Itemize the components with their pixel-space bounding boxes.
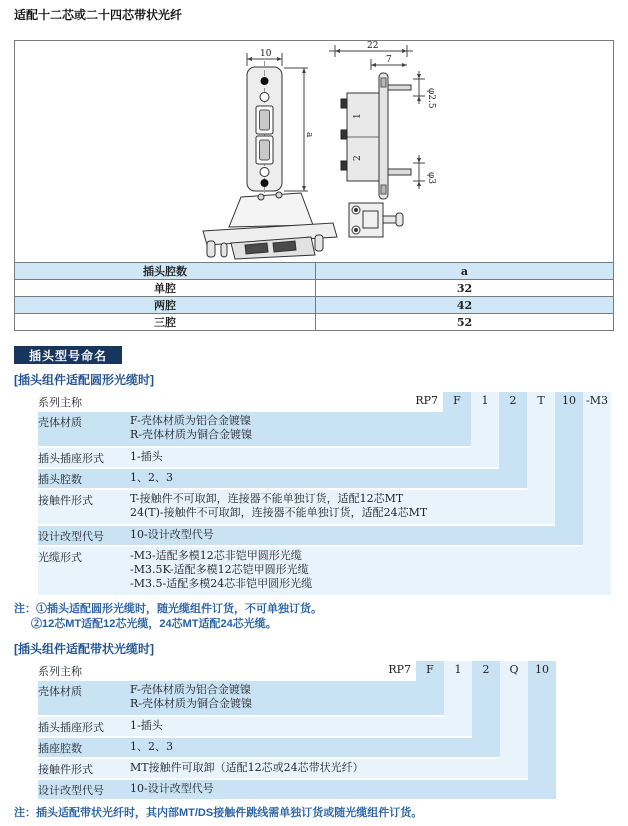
dim-pin-bottom-label: φ3 (426, 172, 436, 185)
row-desc (130, 719, 163, 733)
row-label: 设计改型代号 (38, 530, 104, 543)
naming-table-round (38, 392, 611, 595)
connector-drawings (15, 41, 613, 262)
desc-line: 1-插头 (130, 450, 163, 463)
note-round-2: ②12芯MT适配12芯光缆，24芯MT适配24芯光缆。 (31, 618, 277, 630)
cell-value: 52 (316, 314, 614, 331)
code-series: RP7 (388, 663, 411, 676)
subtitle-round-cable: [插头组件适配圆形光缆时] (14, 373, 154, 387)
desc-line: R-壳体材质为铜合金镀镍 (130, 697, 252, 710)
subtitle-ribbon-cable: [插头组件适配带状光缆时] (14, 642, 154, 656)
code-form: 1 (481, 394, 489, 407)
row-label: 插座腔数 (38, 742, 82, 755)
desc-line: F-壳体材质为铝合金镀镍 (130, 683, 251, 696)
desc-line: -M3-适配多模12芯非铠甲圆形光缆 (130, 549, 302, 562)
section-header-label: 插头型号命名 (28, 348, 107, 363)
desc-line: 10-设计改型代号 (130, 782, 214, 795)
section-header-bar (14, 346, 122, 364)
dim-front-width-label: 10 (260, 49, 272, 59)
row-desc (130, 528, 214, 542)
desc-line: 10-设计改型代号 (130, 528, 214, 541)
naming-row (38, 717, 556, 736)
code-series: RP7 (415, 394, 438, 407)
desc-line: R-壳体材质为铜合金镀镍 (130, 428, 252, 441)
naming-row (38, 526, 611, 545)
row-label: 光缆形式 (38, 551, 82, 564)
naming-table-ribbon (38, 661, 556, 799)
desc-line: 1-插头 (130, 719, 163, 732)
cell-label: 单腔 (15, 280, 316, 297)
row-label: 设计改型代号 (38, 784, 104, 797)
desc-line: -M3.5-适配多模24芯非铠甲圆形光缆 (130, 577, 313, 590)
table-row (15, 314, 614, 331)
row-label: 系列主称 (38, 396, 82, 409)
note-round-1: 注：①插头适配圆形光缆时，随光缆组件订货，不可单独订货。 (14, 603, 322, 615)
table-row (15, 280, 614, 297)
row-desc (130, 471, 173, 485)
cavity-dimension-table (14, 262, 614, 331)
dim-side-inner-label: 7 (386, 55, 392, 65)
naming-rows (38, 661, 556, 801)
naming-row (38, 547, 611, 595)
end-view (349, 203, 403, 237)
side-view (329, 45, 425, 199)
code-contact: Q (509, 663, 519, 676)
cavity-1-label: 1 (353, 113, 363, 119)
row-label: 插头腔数 (38, 473, 82, 486)
desc-line: T-接触件不可取卸，连接器不能单独订货，适配12芯MT (130, 492, 404, 505)
naming-row (38, 681, 556, 715)
code-revision: 10 (535, 663, 549, 676)
naming-row (38, 448, 611, 467)
naming-row (38, 412, 611, 446)
model-code-row (38, 392, 611, 410)
row-desc (130, 450, 163, 464)
row-label: 壳体材质 (38, 416, 82, 429)
model-code-row (38, 661, 556, 679)
naming-row (38, 738, 556, 757)
row-label: 接触件形式 (38, 763, 93, 776)
row-desc (130, 549, 312, 591)
code-cable: -M3 (586, 394, 608, 407)
cell-label: 三腔 (15, 314, 316, 331)
code-shell: F (453, 394, 461, 407)
naming-row (38, 759, 556, 778)
dim-side-width-label: 22 (367, 41, 379, 51)
row-desc (130, 683, 252, 711)
desc-line: MT接触件可取卸（适配12芯或24芯带状光纤） (130, 761, 364, 774)
desc-line: 1、2、3 (130, 471, 173, 484)
code-cavities: 2 (482, 663, 490, 676)
isometric-view (203, 192, 337, 259)
desc-line: F-壳体材质为铝合金镀镍 (130, 414, 251, 427)
code-revision: 10 (562, 394, 576, 407)
naming-row (38, 780, 556, 799)
naming-row (38, 490, 611, 524)
row-label: 插头插座形式 (38, 452, 104, 465)
row-desc (130, 740, 173, 754)
row-label: 系列主称 (38, 665, 82, 678)
row-label: 插头插座形式 (38, 721, 104, 734)
header-cavity-count: 插头腔数 (15, 263, 316, 280)
row-desc (130, 761, 364, 775)
dim-pin-top-label: φ2.5 (426, 88, 436, 109)
code-form: 1 (454, 663, 462, 676)
code-cavities: 2 (509, 394, 517, 407)
note-ribbon: 注：插头适配带状光纤时，其内部MT/DS接触件跳线需单独订货或随光缆组件订货。 (14, 807, 423, 819)
table-row (15, 297, 614, 314)
header-dim-a: a (316, 263, 614, 280)
row-label: 壳体材质 (38, 685, 82, 698)
desc-line: -M3.5K-适配多模12芯铠甲圆形光缆 (130, 563, 309, 576)
row-label: 接触件形式 (38, 494, 93, 507)
dim-front-height-label: a (304, 132, 314, 138)
row-desc (130, 492, 427, 520)
cell-label: 两腔 (15, 297, 316, 314)
page-title: 适配十二芯或二十四芯带状光纤 (14, 8, 183, 22)
front-view (247, 53, 308, 197)
desc-line: 24(T)-接触件不可取卸，连接器不能单独订货，适配24芯MT (130, 506, 428, 519)
naming-rows (38, 392, 611, 597)
table-header-row (15, 263, 614, 280)
cell-value: 32 (316, 280, 614, 297)
cavity-2-label: 2 (353, 155, 363, 161)
code-contact: T (537, 394, 545, 407)
desc-line: 1、2、3 (130, 740, 173, 753)
technical-drawing-panel (14, 40, 614, 263)
naming-row (38, 469, 611, 488)
row-desc (130, 782, 214, 796)
row-desc (130, 414, 252, 442)
cell-value: 42 (316, 297, 614, 314)
code-shell: F (426, 663, 434, 676)
